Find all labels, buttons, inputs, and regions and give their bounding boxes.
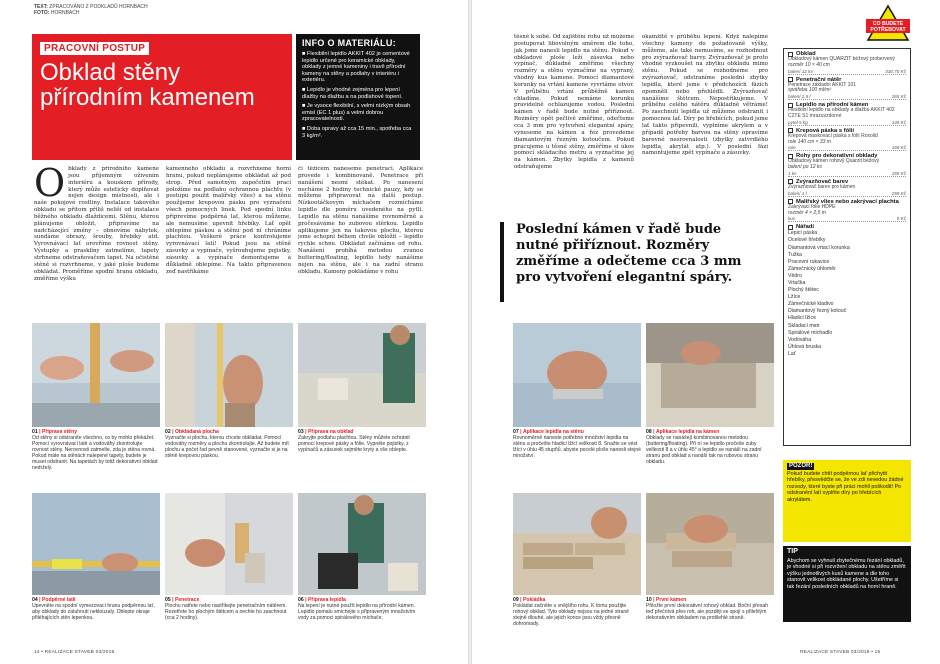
- tool-item: Úhlová bruska: [788, 343, 822, 350]
- step-06-caption: 06 | Příprava lepidla Na lepení je nutné použít lepidlo na přírodní kámen. Lepidlo pomalu smíchejte s připraveným množstvím vody za pomoci spirálového míchače.: [298, 597, 416, 621]
- article-header: [32, 34, 292, 160]
- footer-left: 14 • REALIZACE STAVEB 03/2018: [34, 650, 115, 655]
- material-desc: Penetrace základní AKKIT 101: [788, 81, 857, 88]
- step-08-number: 08: [646, 429, 652, 435]
- material-name: Rohy pro dekorativní obklady: [796, 153, 878, 160]
- step-03-title: Příprava na obklad: [307, 429, 354, 435]
- material-detail: spotřeba 100 ml/m²: [788, 87, 832, 94]
- material-qty: balení 12 ks: [788, 68, 813, 74]
- step-04-text: Upevněte na spodní vymezovací hranu podpěrnou lať, aby obklady do zatuhnutí neklouzaly. Oblepte okraje přiléhajících stěn lepenkou.: [32, 603, 155, 621]
- badge-line2: POTŘEBOVAT: [870, 27, 906, 33]
- step-05-caption: 05 | Penetrace Plochu natřete nebo nastříkejte penetračním nátěrem. Rozetřete ho plochým štětcem a nechte ho zaschnout (cca 2 hodiny).: [165, 597, 287, 621]
- material-price: 330,70 Kč: [885, 68, 906, 74]
- body-column-2: kamenného obkladu a rozvrhneme horní hranu, pokud neplánujeme obkládat až pod strop. Před samotným započetím prací položíme na podlahu ochrannou plachtu (v postupu použit malířský vlies) a na stěnu použijeme krepovou pásku pro vyznačení všech pomocných linek. Pod spodní linku připrevíme podpěrná lať, kterou můžeme, ale nemusíme upevnit hřebíky. Lať opět oblepíme páskou a stěnu pod ní chráníme plachtou. Veškeré práce kontrolujeme vyrovnávací latí! Pokud jsou na stěně zásuvky a vypínače, vyšroubujeme pojistky, zásuvky a vypínače demontujeme a důkladně oblepíme. Na takto připravenou zeď nastříkáme: [166, 166, 291, 275]
- tool-item: Hladicí lžíce: [788, 315, 816, 322]
- step-02-photo: [165, 323, 293, 427]
- credit-text-value: ZPRACOVÁNO Z PODKLADŮ HORNBACH: [49, 4, 148, 10]
- body-text-1: bklady z přírodního kamene jsou příjemným oživením interiéru a kouskem přírody, který může esteticky doplňovat nejen design místnosti, ale i naše pokojové rostliny. Instalace takového obkladu se přitom příliš neliší od instalace běžného obkladu dlaždicemi. Stěnu, kterou plánujeme obložit, připravíme na nadcházející změny – obnovíme nábytek, sundáme obrazy, šrouby, hřebíky atd. Vyrovnávací lať orovříme rovnost stěny. Výstupky a praskliny zatmelíme, tapety strhneme odstraňovačem tapet. Na očistěné stěně si rozvrhneme, v jaké ploše budeme obkládat. Proměříme spodní hranu obkladu, změříme výšku: [34, 166, 159, 282]
- material-qty: balení 2,5 l: [788, 94, 811, 100]
- step-06-number: 06: [298, 597, 304, 603]
- step-04-title: Podpěrné latě: [41, 597, 76, 603]
- tool-item: Diamantový řezný kotouč: [788, 308, 847, 315]
- step-04-caption: 04 | Podpěrné latě Upevněte na spodní vymezovací hranu podpěrnou lať, aby obklady do zatuhnutí neklouzaly. Oblepte okraje přiléhajících stěn lepenkou.: [32, 597, 155, 621]
- step-05-photo: [165, 493, 293, 595]
- section-kicker: PRACOVNÍ POSTUP: [40, 42, 149, 55]
- material-name: Obklad: [796, 51, 816, 57]
- step-05-number: 05: [165, 597, 171, 603]
- step-10-title: První kámen: [655, 597, 687, 603]
- step-08-photo: [646, 323, 774, 427]
- tool-item: Lžíce: [788, 294, 801, 301]
- credit-photo-value: HORNBACH: [50, 10, 80, 16]
- material-info-p4: ■ Doba opravy až cca 15 min., spotřeba cca 3 kg/m².: [302, 125, 412, 139]
- warning-text: Pokud budete chtít podpěrnou lať přichytit hřebíky, přesvědčte se, že ve zdi nevedou žádné rozvody, které byste při práci mohli poškodit! Po odstranění latí vyplňte díry po hřebících akrylátem.: [787, 470, 904, 503]
- material-name: Zvýrazňovač barev: [796, 178, 849, 185]
- tool-item: Diamantová vrtací korunka: [788, 244, 850, 251]
- article-title-line1: Obklad stěny: [40, 59, 181, 86]
- pull-quote: Poslední kámen v řadě bude nutné přiříznout. Rozměry změříme a odečteme cca 3 mm pro vytvoření elegantní spáry.: [500, 222, 768, 302]
- body-column-3: či těžícem naneseme penetraci. Aplikace provede i kombinovaně. Penetrace při nanášení nesmí stékat. Po nanesení necháme 2 hodiny technické pauzy, kdy se můžeme připravovat na další postup. Nízkootáčkovým míchačem rozmícháme lepidlo dle poměru uvedeného na pytli. Lepidlo na stěnu nanášíme rovnoměrně a pročesáváme ho zubovou stěrkou. Lepidlo aplikujeme jen na takovou plochu, kterou jsme schopni během chvíle obložit – lepidlo rychle schne. Obkládat začínáme od rohu. Nanášení probíhá metodou zvanou buttering/floating, lepidlo tedy nanášíme nejen na stěnu, ale i na zadní stranu obkladu. Kameny pokládáme v rohu: [298, 166, 423, 275]
- warning-heading: POZOR!: [789, 463, 813, 469]
- material-info-p3: ■ Je vysoce flexibilní, s velmi nízkým obsah emisí (EC 1 plus) a velmi dobrou zpracovatelností.: [302, 103, 411, 123]
- material-price: 149 Kč: [891, 119, 906, 125]
- tools-section: [788, 224, 906, 358]
- step-10-caption: 10 | První kámen Přiložte první dekorativní rohový obklad. Boční přesah teď přečnívá přes roh, ale později se spojí s přilehlým dekorativním obkladem na protilehlé straně.: [646, 597, 769, 621]
- material-price: 169 Kč: [891, 145, 906, 151]
- material-info-p1: ■ Flexibilní lepidlo AKKIT 402 je cementové lepidlo určené pro keramické obklady, obklady z jemné kameniny i travě přírodní kameny na stěny a podlahy v interiéru i exteriéru.: [302, 51, 410, 84]
- material-item: [788, 153, 906, 177]
- material-detail: balení po 12 ks: [788, 164, 822, 171]
- step-07-photo: [513, 323, 641, 427]
- badge-line1: CO BUDETE: [872, 21, 904, 27]
- material-item: [788, 199, 906, 223]
- step-03-caption: 03 | Příprava na obklad Zakryjte podlahu plachtou. Stěny můžete ochránit pomocí krepové pásky a fólie. Vypněte pojistky, z vypínačů a zásuvek sejměte kryty a vše oblepte.: [298, 429, 410, 453]
- material-desc: Obkladový kámen rohový Quarzit béžový: [788, 158, 880, 165]
- tip-heading: TIP: [787, 548, 798, 555]
- credits: [34, 4, 148, 16]
- material-qty: pytel 5 kg: [788, 119, 808, 125]
- material-name: Malířský vlies nebo zakrývací plachta: [796, 198, 899, 205]
- warning-box: [783, 460, 911, 542]
- article-title-line2: přírodním kamenem: [40, 84, 255, 111]
- material-qty: balení 1 l: [788, 190, 807, 196]
- tip-text: Abychom se vyhnuli zbytečnému řezání obkladů, je vhodné si při rozvržení obkladu na stěnu změřit výšku jednotlivých kusů kamene a dle toho stanovit velikost obkládané plochy. Ušetříme si tak řezání posledních obkladů na horní hraně.: [787, 557, 906, 590]
- step-01-title: Příprava stěny: [41, 429, 78, 435]
- material-detail: role 140 cm × 33 m: [788, 138, 831, 145]
- tool-item: Zámečnické kladivo: [788, 301, 834, 308]
- step-08-text: Obklady se nanášejí kombinovanou metodou (buttering/floating). Při ní se lepidlo pročeše zuby velikosti 8 a v úhlu 45° a lepidlo se nanáší na zadní stranu pod obklad a nanáší tak na rubovou stranu obkladu.: [646, 435, 762, 465]
- tool-item: Spirálové míchadlo: [788, 329, 833, 336]
- step-10-number: 10: [646, 597, 652, 603]
- material-desc: Zvýrazňovač barev pro kámen: [788, 183, 856, 190]
- material-price: 265 Kč: [891, 94, 906, 100]
- material-price: 159 Kč: [891, 170, 906, 176]
- step-09-title: Pokládka: [522, 597, 546, 603]
- tool-item: Tužka: [788, 251, 802, 258]
- step-06-text: Na lepení je nutné použít lepidlo na přírodní kámen. Lepidlo pomalu smíchejte s připraveným množstvím vody za pomoci spirálového míchače.: [298, 603, 416, 621]
- material-name: Lepidlo na přírodní kámen: [796, 102, 869, 109]
- material-price: 259 Kč: [891, 190, 906, 196]
- material-qty: role: [788, 145, 796, 151]
- tool-item: Ocelové hřebíky: [788, 237, 826, 244]
- page-gutter: [468, 0, 472, 664]
- tool-item: Zámečnický úhloměr: [788, 265, 836, 272]
- step-10-text: Přiložte první dekorativní rohový obklad. Boční přesah teď přečnívá přes roh, ale později se spojí s přilehlým dekorativním obkladem na protilehlé straně.: [646, 603, 769, 621]
- step-05-text: Plochu natřete nebo nastříkejte penetračním nátěrem. Rozetřete ho plochým štětcem a nechte ho zaschnout (cca 2 hodiny).: [165, 603, 287, 621]
- material-qty: kus: [788, 216, 796, 222]
- tool-item: Skládací metr: [788, 322, 820, 329]
- material-item: [788, 77, 906, 101]
- step-04-photo: [32, 493, 160, 595]
- step-02-number: 02: [165, 429, 171, 435]
- body-column-4: těsně k sobě. Od zajištění rohu už můžeme postupovat libovolným směrem dle toho, jak jsme nanesli lepidlo na stěnu. Pokud v obkladové ploše leží zásuvka nebo vypínač, důkladně změříme všechny rozměry a stěnu vyznačíme na vypraný, vhodný kus kamene. Pomocí diamantové korunky na vrtání kamene vyvrtáme otvor. V průběhu vrtání průběžně kamen chladíme. Pokud nemáme korunku pravidelně ochlazujeme vodou. Poslední kámen v řadě bude nutné přiříznout. Rozměry opět pečlivě změříme, odečteme cca 3 mm pro vytvoření elegantní spáry, vyneseme na kámen a řez provedeme diamantovým řezným kotoučem. Pokud pracujeme u těsné stěny, změříme si úkos pomocí skládacího metru a vyznačíme jej na kámen. Zbytky lepidla z kamenů odstraňujeme: [514, 34, 634, 171]
- step-03-number: 03: [298, 429, 304, 435]
- material-item: [788, 51, 906, 75]
- tool-item: Pracovní rukavice: [788, 258, 830, 265]
- material-item: [788, 128, 906, 152]
- step-10-photo: [646, 493, 774, 595]
- step-09-photo: [513, 493, 641, 595]
- material-desc: Obkladový kámen QUARZIT béžový probervený: [788, 56, 895, 62]
- step-01-text: Od stěny si odstraníte všechno, co by mohlo překážet. Pomocí vyrovnávací latě a vodováhy zkontrolujte rovnost stěny. Nerovnosti zatmelte, zda je stěna rovná. Pokud máte na stěnách nalepené tapety, budete je muset odstranit. Na tapetách by totiž dekorativní obklad nedržely.: [32, 435, 158, 471]
- step-03-photo: [298, 323, 426, 427]
- step-02-title: Obkládaná plocha: [174, 429, 219, 435]
- tools-heading: Nářadí: [796, 224, 815, 231]
- step-07-text: Rovnoměrně naneste potřebné množství lepidla na stěnu a pročešte hladicí lžící velikosti 8. Snažte se vést lžíci v úhlu 45 stupňů, abyste pocelé ploše nanesli stejné množství.: [513, 435, 641, 459]
- step-01-caption: 01 | Příprava stěny Od stěny si odstraníte všechno, co by mohlo překážet. Pomocí vyrovnávací latě a vodováhy zkontrolujte rovnost stěny. Nerovnosti zatmelte, zda je stěna rovná. Pokud máte na stěnách nalepené tapety, budete je muset odstranit. Na tapetách by totiž dekorativní obklad nedržely.: [32, 429, 158, 471]
- material-item: [788, 102, 906, 126]
- material-qty: 1 ks: [788, 170, 797, 176]
- checkbox-icon: [788, 225, 793, 230]
- step-07-number: 07: [513, 429, 519, 435]
- step-09-text: Pokládat začněte u vnějšího rohu. K tomu použijte rohový obklad. Tyto obklady nejsou na jedné straně stejně dlouhé, ale jejich konce jsou vždy přesně dohromady.: [513, 603, 630, 627]
- body-column-5: okamžitě v průběhu lepení. Když nalepíme všechny kameny do požadované výšky, můžeme, ale také nemusíme, se rozhodnout pro zvýrazňovač barvy. Zvýrazňovač je proto vhodné vyzkoušet na zbytku obkladu mimo stěnu. Pokud se rozhodneme pro zvýrazňovač, odstraníme poslední zbytky lepidla, které jsme v předchozích fázích opomněli nebo přehlédli. Zvýrazňovač nanášíme štětcem. Nepostřikujeme. V průběhu celého nátěru důkladně větráme! Po zaschnutí lepidla už můžeme odstranit i pomocnou lať. Díry po hřebících, pokud jsme lať takto připevnili, vyplníme akrylem a v případě potřeby barvou na stěny opravíme barevné nesrovnalosti (zbytky zatvrdlého lepidla, akrylát atp.). V poslední fázi namontujeme zpět vypínače a zásuvky.: [642, 34, 768, 157]
- step-09-caption: 09 | Pokládka Pokládat začněte u vnějšího rohu. K tomu použijte rohový obklad. Tyto obklady nejsou na jedné straně stejně dlouhé, ale jejich konce jsou vždy přesně dohromady.: [513, 597, 630, 627]
- step-01-photo: [32, 323, 160, 427]
- step-05-title: Penetrace: [174, 597, 200, 603]
- footer-right: REALIZACE STAVEB 03/2018 • 15: [800, 650, 881, 655]
- material-price: 9 Kč: [896, 216, 906, 222]
- credit-photo-label: FOTO:: [34, 10, 50, 16]
- tool-item: Plochý štětec: [788, 287, 819, 294]
- step-08-title: Aplikace lepidla na kámen: [655, 429, 720, 435]
- material-name: Krepová páska s fólií: [796, 127, 854, 134]
- step-02-text: Vyznačte si plochu, kterou chcete obkládat. Pomocí vodováhy rozměry a plochu zkontrolujte. Až budete mít plochu a počet řad pevně stanovené, vyznačte si je na stěně krepovou páskou.: [165, 435, 289, 459]
- step-02-caption: 02 | Obkládaná plocha Vyznačte si plochu, kterou chcete obkládat. Pomocí vodováhy rozměry a plochu zkontrolujte. Až budete mít plochu a počet řad pevně stanovené, vyznačte si je na stěně krepovou páskou.: [165, 429, 289, 459]
- material-item: [788, 179, 906, 197]
- material-desc: Krepová maskovací páska s fólií Roxolid: [788, 132, 878, 139]
- material-desc: Flexibilní lepidlo na obklady a dlažbu AKKIT 402 C2TE S1 mrazuvzdorné: [788, 107, 895, 119]
- material-info-p2: ■ Lepidlo je vhodné zejména pro lepení dlažby na dlažbu a na podlahové topení.: [302, 86, 403, 100]
- material-info-heading: INFO O MATERIÁLU:: [302, 38, 396, 48]
- step-09-number: 09: [513, 597, 519, 603]
- step-04-number: 04: [32, 597, 38, 603]
- step-01-number: 01: [32, 429, 38, 435]
- credit-text-label: TEXT:: [34, 4, 48, 10]
- tip-box: [783, 546, 911, 622]
- step-03-text: Zakryjte podlahu plachtou. Stěny můžete ochránit pomocí krepové pásky a fólie. Vypněte pojistky, z vypínačů a zásuvek sejměte kryty a vše oblepte.: [298, 435, 410, 453]
- step-07-title: Aplikace lepidla na stěnu: [522, 429, 584, 435]
- material-info-box: [296, 34, 420, 160]
- tool-item: Vodováha: [788, 336, 812, 343]
- material-detail: rozměr 10 × 40 cm: [788, 61, 830, 68]
- tool-item: Vědro: [788, 272, 802, 279]
- body-column-1: [34, 166, 159, 318]
- step-08-caption: 08 | Aplikace lepidla na kámen Obklady se nanášejí kombinovanou metodou (buttering/floating). Při ní se lepidlo pročeše zuby velikosti 8 a v úhlu 45° a lepidlo se nanáší na zadní stranu pod obklad a nanáší tak na rubovou stranu obkladu.: [646, 429, 762, 465]
- material-name: Penetrační nátěr: [796, 76, 842, 83]
- material-desc: Zakrývací fólie HDPE: [788, 203, 836, 210]
- material-detail: rozměr 4 × 2,5 m: [788, 209, 826, 216]
- tool-item: Vrtačka: [788, 280, 806, 287]
- tool-item: Lepicí páska: [788, 230, 818, 237]
- step-06-photo: [298, 493, 426, 595]
- drop-cap: O: [34, 166, 66, 205]
- tool-item: Lať: [788, 350, 796, 357]
- materials-list: [783, 48, 911, 446]
- step-06-title: Příprava lepidla: [307, 597, 346, 603]
- step-07-caption: 07 | Aplikace lepidla na stěnu Rovnoměrně naneste potřebné množství lepidla na stěnu a pročešte hladicí lžící velikosti 8. Snažte se vést lžíci v úhlu 45 stupňů, abyste pocelé ploše nanesli stejné množství.: [513, 429, 641, 459]
- co-budete-potrebovat-badge: [866, 4, 910, 42]
